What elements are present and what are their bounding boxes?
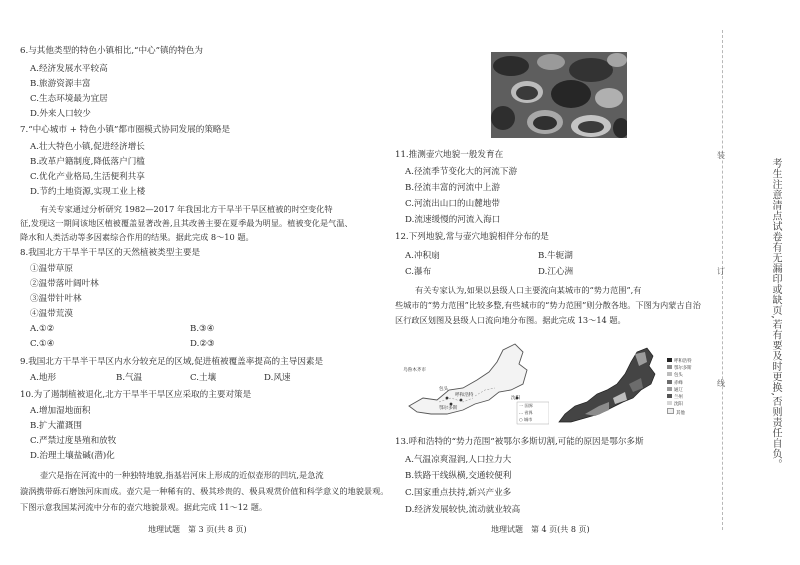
- q13-option-d: D.经济发展较快,流动就业较高: [405, 505, 521, 515]
- flow-map-legend: [667, 358, 703, 418]
- legend-swatch-lanzhou: [667, 394, 672, 398]
- page-footer-right: 地理试题 第 4 页(共 8 页): [491, 525, 590, 534]
- q10-option-b: B.扩大灌溉围: [30, 421, 83, 431]
- q10-option-c: C.严禁过度垦殖和放牧: [30, 436, 117, 446]
- q13-option-a: A.气温凉爽湿润,人口拉力大: [405, 455, 512, 465]
- legend-swatch-hohhot: [667, 358, 672, 362]
- legend-swatch-ordos: [667, 365, 672, 369]
- q12-option-d: D.江心洲: [538, 267, 574, 277]
- passage2-line2: 漩涡携带砾石磨蚀河床而成。壶穴是一种稀有的、极其珍贵的、极具观赏价值和科学意义的地貌景观。: [20, 486, 389, 496]
- passage2-line3: 下图示意我国某河流中分布的壶穴地貌景观。据此完成 11～12 题。: [20, 502, 268, 512]
- passage3-line3: 区行政区划图及县级人口流向地分布图。据此完成 13～14 题。: [395, 315, 626, 325]
- map-label-shenyang: 沈阳: [511, 396, 521, 401]
- legend-label-baotou: 包头: [674, 373, 683, 379]
- map-legend-province: ... 省界: [519, 410, 533, 415]
- q12-option-b: B.牛轭湖: [538, 251, 573, 261]
- passage3-line1: 有关专家认为,如果以县级人口主要流向某城市的“势力范围”,有: [415, 285, 642, 295]
- q10-stem: 10.为了遏制植被退化,北方干旱半干旱区应采取的主要对策是: [20, 390, 252, 400]
- left-page: [20, 0, 389, 565]
- q8-item-3: ③温带针叶林: [30, 294, 82, 304]
- q9-option-d: D.风速: [264, 373, 291, 383]
- binding-mark-xian: 线: [717, 379, 725, 388]
- q6-option-c: C.生态环境最为宜居: [30, 94, 108, 104]
- legend-label-ordos: 鄂尔多斯: [674, 366, 692, 372]
- inner-mongolia-admin-map: [399, 340, 549, 428]
- passage3-line2: 些城市的“势力范围”比较多整,有些城市的“势力范围”则分散各地。下图为内蒙古自治: [395, 300, 701, 310]
- legend-label-shenyang: 沈阳: [674, 402, 683, 408]
- q7-option-c: C.优化产业格局,生活便利共享: [30, 172, 145, 182]
- q8-item-4: ④温带荒漠: [30, 309, 73, 319]
- q13-option-b: B.铁路干线纵横,交通较便利: [405, 471, 512, 481]
- q12-stem: 12.下列地貌,常与壶穴地貌相伴分布的是: [395, 232, 549, 242]
- q11-option-d: D.流速缓慢的河流入海口: [405, 215, 501, 225]
- map-legend-border: 一 国界: [519, 403, 533, 408]
- passage1-line3: 降水和人类活动等多因素综合作用的结果。据此完成 8～10 题。: [20, 232, 254, 242]
- q11-option-c: C.河流出山口的山麓地带: [405, 199, 500, 209]
- q8-option-c: C.①④: [30, 339, 55, 349]
- legend-label-other: 其他: [676, 411, 685, 417]
- legend-swatch-chifeng: [667, 380, 672, 384]
- q10-option-d: D.治理土壤盐碱(潜)化: [30, 451, 115, 461]
- q9-option-b: B.气温: [116, 373, 143, 383]
- map-label-ordos: 鄂尔多斯: [439, 406, 458, 411]
- q11-option-b: B.径流丰富的河流中上游: [405, 183, 500, 193]
- q12-option-a: A.冲积扇: [405, 251, 440, 261]
- q9-option-c: C.土壤: [190, 373, 217, 383]
- binding-mark-ding: 订: [717, 267, 725, 276]
- q9-stem: 9.我国北方干旱半干旱区内水分较充足的区域,促进植被覆盖率提高的主导因素是: [20, 357, 324, 367]
- q11-stem: 11.推测壶穴地貌一般发育在: [395, 150, 504, 160]
- q7-stem: 7.“中心城市 + 特色小镇”都市圈模式协同发展的策略是: [20, 125, 231, 135]
- legend-swatch-shenyang: [667, 401, 672, 405]
- right-page: [395, 0, 705, 565]
- q8-option-b: B.③④: [190, 324, 215, 334]
- q8-item-1: ①温带草原: [30, 264, 73, 274]
- page-footer-left: 地理试题 第 3 页(共 8 页): [148, 525, 247, 534]
- map-label-baotou: 包头: [439, 387, 449, 392]
- q10-option-a: A.增加湿地面积: [30, 406, 91, 416]
- q8-stem: 8.我国北方干旱半干旱区的天然植被类型主要是: [20, 248, 201, 258]
- q13-option-c: C.国家重点扶持,新兴产业多: [405, 488, 512, 498]
- q13-stem: 13.呼和浩特的“势力范围”被鄂尔多斯切割,可能的原因是鄂尔多斯: [395, 437, 644, 447]
- q7-option-d: D.节约土地资源,实现工业上楼: [30, 187, 146, 197]
- map-label-hohhot: 呼和浩特: [455, 393, 474, 398]
- q11-option-a: A.径流季节变化大的河流下游: [405, 167, 518, 177]
- pothole-photo: [491, 52, 627, 138]
- passage2-line1: 壶穴是指在河流中的一种独特地貌,指基岩河床上形成的近似壶形的凹坑,是急流: [40, 470, 324, 480]
- q8-option-d: D.②③: [190, 339, 215, 349]
- q8-option-a: A.①②: [30, 324, 55, 334]
- legend-swatch-tongliao: [667, 387, 672, 391]
- q6-stem: 6.与其他类型的特色小镇相比,“中心”镇的特色为: [20, 46, 203, 56]
- legend-label-tongliao: 通辽: [674, 387, 683, 393]
- q9-option-a: A.地形: [30, 373, 57, 383]
- legend-swatch-baotou: [667, 372, 672, 376]
- examinee-notice: 考生注意清点试卷有无漏印或缺页,若有要及时更换,否则责任自负。: [770, 158, 781, 470]
- passage1-line2: 征,发现这一期间该地区植被覆盖显著改善,且其改善主要在夏季最为明显。植被变化是气温、: [20, 218, 353, 228]
- binding-dashed-line: [722, 30, 723, 530]
- q6-option-d: D.外来人口较少: [30, 109, 91, 119]
- q6-option-b: B.旅游资源丰富: [30, 79, 91, 89]
- legend-label-chifeng: 赤峰: [674, 380, 683, 386]
- q7-option-b: B.改革户籍制度,降低落户门槛: [30, 157, 145, 167]
- q6-option-a: A.经济发展水平较高: [30, 64, 108, 74]
- legend-label-hohhot: 呼和浩特: [674, 359, 692, 364]
- q12-option-c: C.瀑布: [405, 267, 432, 277]
- q8-item-2: ②温带落叶阔叶林: [30, 279, 99, 289]
- binding-mark-zhuang: 装: [717, 151, 725, 160]
- legend-label-lanzhou: 兰州: [674, 395, 683, 401]
- map-legend-city: ○ 城市: [519, 417, 533, 422]
- passage1-line1: 有关专家通过分析研究 1982—2017 年我国北方干旱半干旱区植被的时空变化特: [40, 204, 333, 214]
- legend-swatch-other: [667, 408, 674, 414]
- q7-option-a: A.壮大特色小镇,促进经济增长: [30, 142, 145, 152]
- population-flow-map: [555, 344, 705, 428]
- map-label-urumqi: 乌鲁木齐市: [403, 368, 426, 373]
